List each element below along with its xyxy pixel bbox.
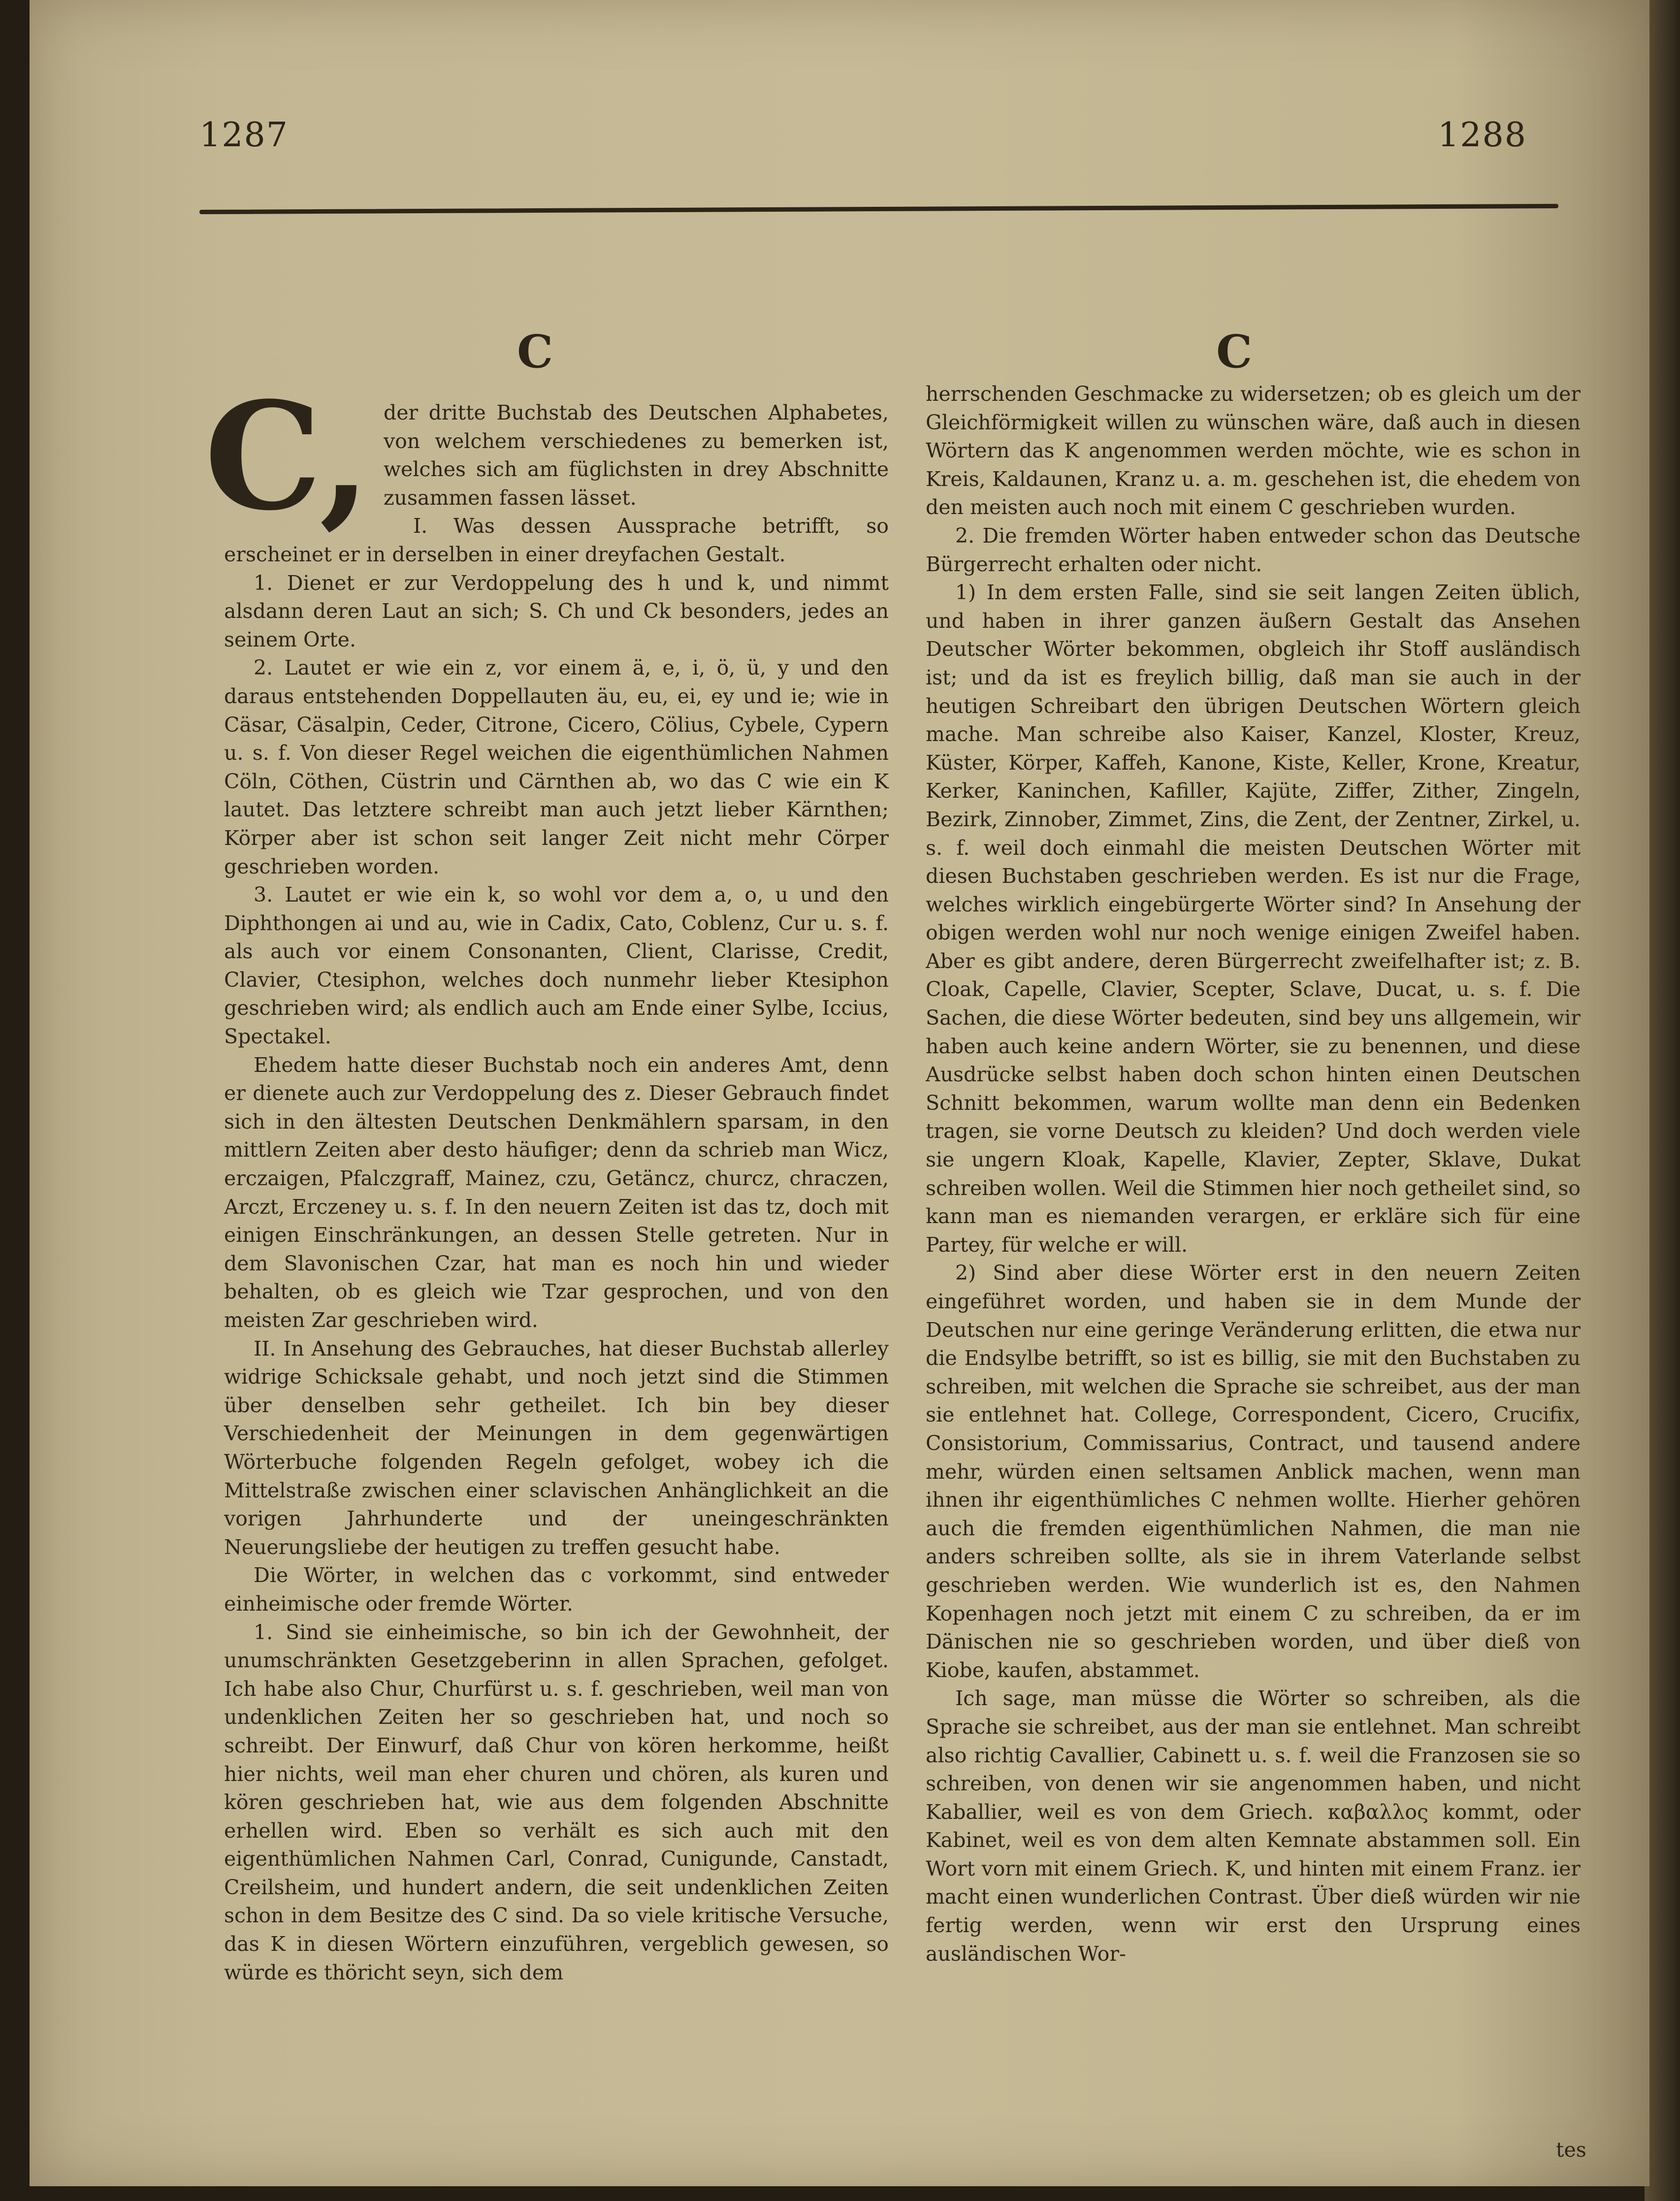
paragraph: Ehedem hatte dieser Buchstab noch ein anderes Amt, denn er dienete auch zur Verdoppelung des z. Dieser Gebrauch findet sich in den ältesten Deutschen Denkmählern sparsam, in den mittlern Zeiten aber desto häufiger; denn da schrieb man Wicz, erczaigen, Pfalczgraff, Mainez, czu, Getäncz, churcz, chraczen, Arczt, Erczeney u. s. f. In den neuern Zeiten ist das tz, doch mit einigen Einschränkungen, an dessen Stelle getreten. Nur in dem Slavonischen Czar, hat man es noch hin und wieder behalten, ob es gleich wie Tzar gesprochen, und von den meisten Zar geschrieben wird. [224, 1053, 889, 1332]
catchword: tes [1556, 2138, 1586, 2162]
paragraph: 3. Lautet er wie ein k, so wohl vor dem a, o, u und den Diphthongen ai und au, wie in Cadix, Cato, Coblenz, Cur u. s. f. als auch vor einem Consonanten, Client, Clarisse, Credit, Clavier, Ctesiphon, welches doch nunmehr lieber Ktesiphon geschrieben wird; als endlich auch am Ende einer Sylbe, Iccius, Spectakel. [224, 883, 889, 1049]
book-gutter [1645, 0, 1680, 2201]
paragraph: 2. Lautet er wie ein z, vor einem ä, e, i, ö, ü, y und den daraus entstehenden Doppellauten äu, eu, ei, ey und ie; wie in Cäsar, Cäsalpin, Ceder, Citrone, Cicero, Cölius, Cybele, Cypern u. s. f. Von dieser Regel weichen die eigenthümlichen Nahmen Cöln, Cöthen, Cüstrin und Cärnthen ab, wo das C wie ein K lautet. Das letztere schreibt man auch jetzt lieber Kärnthen; Körper aber ist schon seit langer Zeit nicht mehr Cörper geschrieben worden. [224, 656, 889, 878]
drop-cap: C, [204, 369, 371, 543]
right-column [926, 380, 1581, 1968]
paragraph: 1. Dienet er zur Verdoppelung des h und k, und nimmt alsdann deren Laut an sich; S. Ch und Ck besonders, jedes an seinem Orte. [224, 571, 889, 651]
paragraph: herrschenden Geschmacke zu widersetzen; ob es gleich um der Gleichförmigkeit willen zu wünschen wäre, daß auch in diesen Wörtern das K angenommen werden möchte, wie es schon in Kreis, Kaldaunen, Kranz u. a. m. geschehen ist, die ehedem von den meisten auch noch mit einem C geschrieben wurden. [926, 382, 1581, 519]
paragraph: 2. Die fremden Wörter haben entweder schon das Deutsche Bürgerrecht erhalten oder nicht. [926, 523, 1581, 576]
page-number-right: 1288 [1438, 116, 1527, 155]
paragraph: Die Wörter, in welchen das c vorkommt, sind entweder einheimische oder fremde Wörter. [224, 1563, 889, 1616]
column-heading-left: C [517, 325, 553, 378]
paragraph: 2) Sind aber diese Wörter erst in den neuern Zeiten eingeführet worden, und haben sie in dem Munde der Deutschen nur eine geringe Veränderung erlitten, die etwa nur die Endsylbe betrifft, so ist es billig, sie mit den Buchstaben zu schreiben, mit welchen die Sprache sie schreibet, aus der man sie entlehnet hat. College, Correspondent, Cicero, Crucifix, Consistorium, Commissarius, Contract, und tausend andere mehr, würden einen seltsamen Anblick machen, wenn man ihnen ihr eigenthümliches C nehmen wollte. Hierher gehören auch die fremden eigenthümlichen Nahmen, die man nie anders schreiben sollte, als sie in ihrem Vaterlande selbst geschrieben werden. Wie wunderlich ist es, den Nahmen Kopenhagen noch jetzt mit einem C zu schreiben, da er im Dänischen nie so geschrieben worden, und über dieß von Kiobe, kaufen, abstammet. [926, 1261, 1581, 1682]
paragraph: Ich sage, man müsse die Wörter so schreiben, als die Sprache sie schreibet, aus der man sie entlehnet. Man schreibt also richtig Cavallier, Cabinett u. s. f. weil die Franzosen sie so schreiben, von denen wir sie angenommen haben, und nicht Kaballier, weil es von dem Griech. καβαλλος kommt, oder Kabinet, weil es von dem alten Kemnate abstammen soll. Ein Wort vorn mit einem Griech. K, und hinten mit einem Franz. ier macht einen wunderlichen Contrast. Über dieß würden wir nie fertig werden, wenn wir erst den Ursprung eines ausländischen Wor- [926, 1686, 1581, 1966]
paragraph: 1) In dem ersten Falle, sind sie seit langen Zeiten üblich, und haben in ihrer ganzen äußern Gestalt das Ansehen Deutscher Wörter bekommen, obgleich ihr Stoff ausländisch ist; und da ist es freylich billig, daß man sie auch in der heutigen Schreibart den übrigen Deutschen Wörtern gleich mache. Man schreibe also Kaiser, Kanzel, Kloster, Kreuz, Küster, Körper, Kaffeh, Kanone, Kiste, Keller, Krone, Kreatur, Kerker, Kaninchen, Kafiller, Kajüte, Ziffer, Zither, Zingeln, Bezirk, Zinnober, Zimmet, Zins, die Zent, der Zentner, Zirkel, u. s. f. weil doch einmahl die meisten Deutschen Wörter mit diesen Buchstaben geschrieben werden. Es ist nur die Frage, welches wirklich eingebürgerte Wörter sind? In Ansehung der obigen werden wohl nur noch wenige einigen Zweifel haben. Aber es gibt andere, deren Bürgerrecht zweifelhafter ist; z. B. Cloak, Capelle, Clavier, Scepter, Sclave, Ducat, u. s. f. Die Sachen, die diese Wörter bedeuten, sind bey uns allgemein, wir haben auch keine andern Wörter, sie zu benennen, und diese Ausdrücke selbst haben doch schon hinten einen Deutschen Schnitt bekommen, warum wollte man denn ein Bedenken tragen, sie vorne Deutsch zu kleiden? Und doch werden viele sie ungern Kloak, Kapelle, Klavier, Zepter, Sklave, Dukat schreiben wollen. Weil die Stimmen hier noch getheilet sind, so kann man es niemanden verargen, er erkläre sich für eine Partey, für welche er will. [926, 581, 1581, 1257]
paragraph: I. Was dessen Aussprache betrifft, so erscheinet er in derselben in einer dreyfachen Gestalt. [224, 514, 889, 566]
paragraph: 1. Sind sie einheimische, so bin ich der Gewohnheit, der unumschränkten Gesetzgeberinn in allen Sprachen, gefolget. Ich habe also Chur, Churfürst u. s. f. geschrieben, weil man von undenklichen Zeiten her so geschrieben hat, und noch so schreibt. Der Einwurf, daß Chur von kören herkomme, heißt hier nichts, weil man eher churen und chören, als kuren und kören geschrieben hat, wie aus dem folgenden Abschnitte erhellen wird. Eben so verhält es sich auch mit den eigenthümlichen Nahmen Carl, Conrad, Cunigunde, Canstadt, Creilsheim, und hundert andern, die seit undenklichen Zeiten schon in dem Besitze des C sind. Da so viele kritische Versuche, das K in diesen Wörtern einzuführen, vergeblich gewesen, so würde es thöricht seyn, sich dem [224, 1620, 889, 1984]
column-heading-right: C [1216, 325, 1253, 378]
page-number-left: 1287 [199, 116, 289, 155]
left-column [204, 369, 889, 1987]
paragraph: der dritte Buchstab des Deutschen Alphabetes, von welchem verschiedenes zu bemerken ist, welches sich am füglichsten in drey Abschnitte zusammen fassen lässet. [383, 401, 889, 510]
paragraph: II. In Ansehung des Gebrauches, hat dieser Buchstab allerley widrige Schicksale gehabt, und noch jetzt sind die Stimmen über denselben sehr getheilet. Ich bin bey dieser Verschiedenheit der Meinungen in dem gegenwärtigen Wörterbuche folgenden Regeln gefolget, wobey ich die Mittelstraße zwischen einer sclavischen Anhänglichkeit an die vorigen Jahrhunderte und der uneingeschränkten Neuerungsliebe der heutigen zu treffen gesucht habe. [224, 1336, 889, 1559]
